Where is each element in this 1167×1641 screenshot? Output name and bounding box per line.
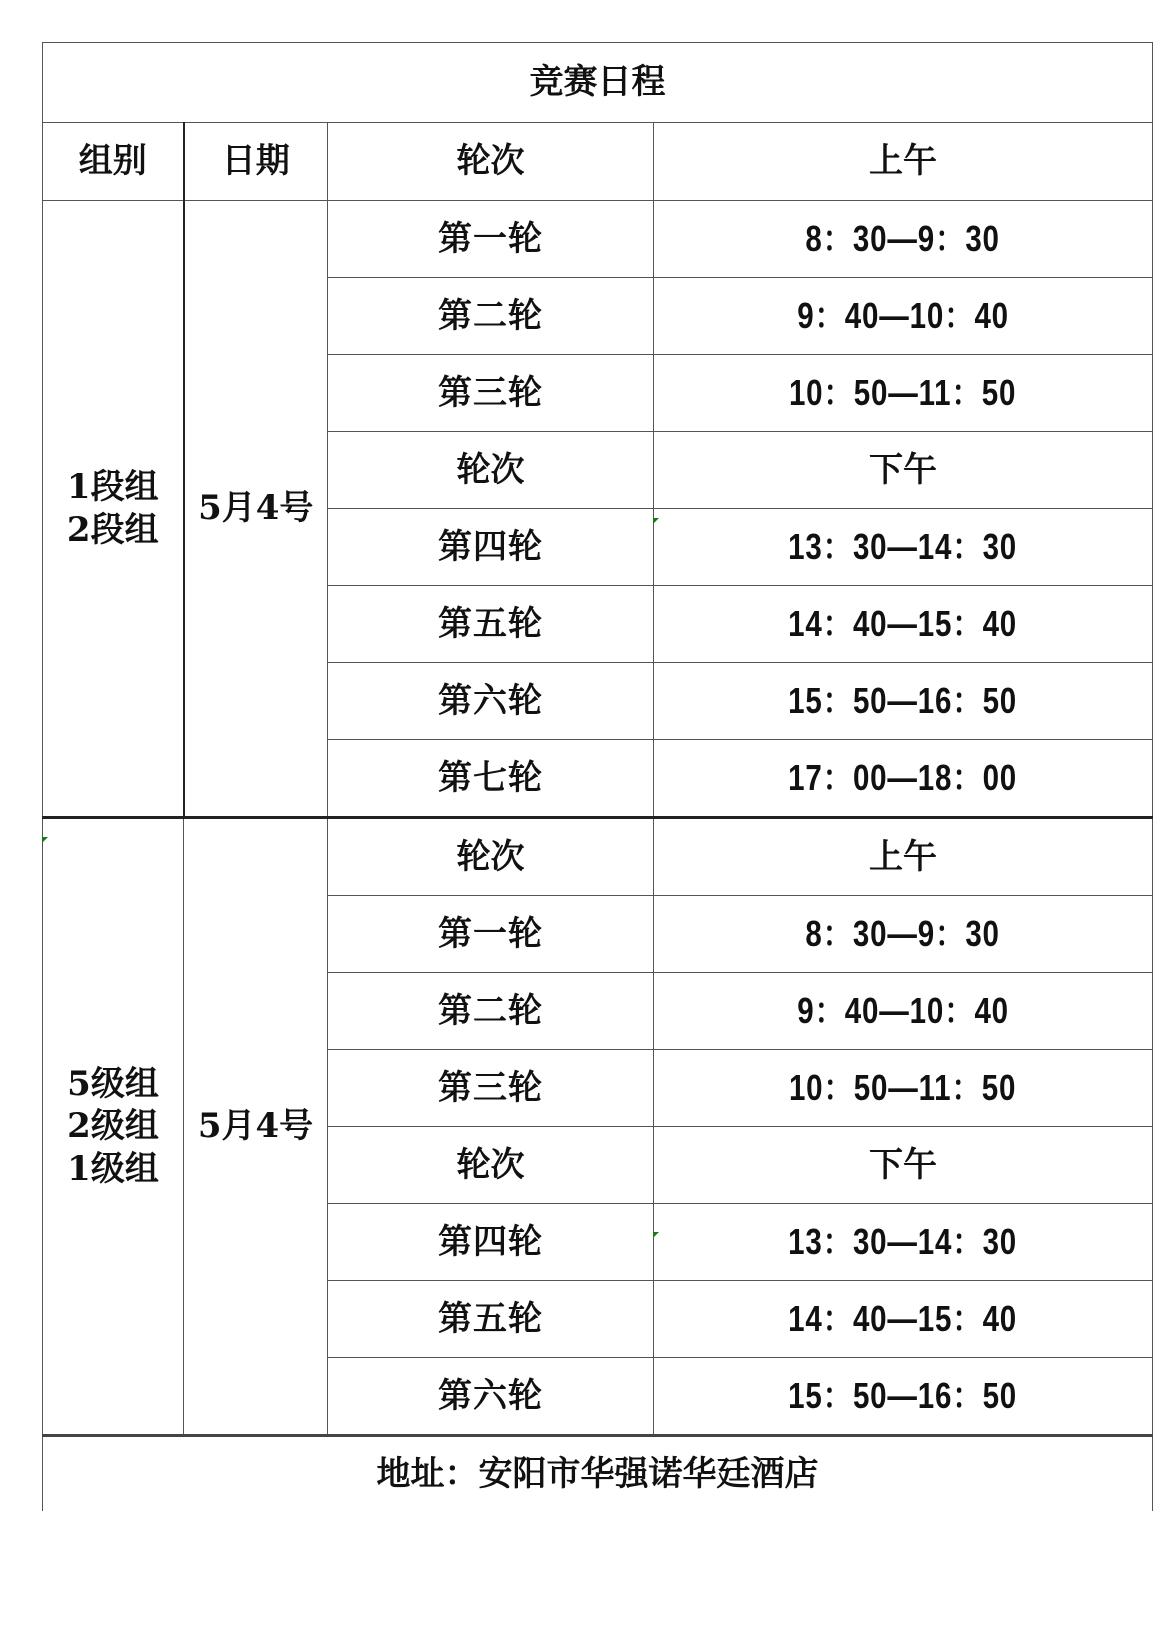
- table-row: [43, 201, 1153, 278]
- subheader-round: 轮次: [328, 1127, 654, 1204]
- time-cell: [654, 278, 1153, 355]
- time-text: 8：30—9：30: [805, 913, 1001, 955]
- time-cell: [654, 1358, 1153, 1436]
- time-cell: [654, 1281, 1153, 1358]
- address-text: 地址：安阳市华强诺华廷酒店: [43, 1436, 1153, 1512]
- header-group: 组别: [43, 123, 184, 201]
- round-cell: 第三轮: [328, 1050, 654, 1127]
- date-cell: 5月4号: [184, 818, 328, 1436]
- address-row: [43, 1436, 1153, 1512]
- round-cell: 第四轮: [328, 509, 654, 586]
- time-text: 13：30—14：30: [788, 526, 1018, 568]
- schedule-sheet: [42, 42, 1152, 1511]
- time-text: 17：00—18：00: [788, 757, 1018, 799]
- schedule-table: [42, 42, 1153, 1511]
- round-cell: 第二轮: [328, 973, 654, 1050]
- cell-marker-icon: [653, 518, 659, 524]
- round-cell: 第四轮: [328, 1204, 654, 1281]
- round-cell: 第六轮: [328, 1358, 654, 1436]
- time-text: 13：30—14：30: [788, 1221, 1018, 1263]
- cell-marker-icon: [42, 837, 48, 843]
- time-cell: [654, 1050, 1153, 1127]
- header-period: 上午: [654, 123, 1153, 201]
- group-label: 1级组: [67, 1148, 159, 1189]
- time-cell: [654, 896, 1153, 973]
- group-label: 5级组: [67, 1063, 159, 1104]
- time-text: 8：30—9：30: [805, 218, 1001, 260]
- time-cell: [654, 355, 1153, 432]
- round-cell: 第三轮: [328, 355, 654, 432]
- date-cell: 5月4号: [184, 201, 328, 818]
- subheader-period: 下午: [654, 1127, 1153, 1204]
- cell-marker-icon: [653, 1232, 659, 1238]
- round-cell: 第七轮: [328, 740, 654, 818]
- round-cell: 第五轮: [328, 1281, 654, 1358]
- group-label: 2级组: [67, 1106, 159, 1147]
- time-cell: [654, 973, 1153, 1050]
- time-text: 10：50—11：50: [789, 1067, 1017, 1109]
- header-row: [43, 123, 1153, 201]
- subheader-period: 下午: [654, 432, 1153, 509]
- subheader-round: 轮次: [328, 432, 654, 509]
- time-cell: [654, 509, 1153, 586]
- subheader-row: [43, 818, 1153, 896]
- time-cell: [654, 586, 1153, 663]
- time-text: 9：40—10：40: [797, 295, 1009, 337]
- round-cell: 第一轮: [328, 896, 654, 973]
- time-text: 14：40—15：40: [788, 1298, 1018, 1340]
- time-cell: [654, 740, 1153, 818]
- subheader-round: 轮次: [328, 818, 654, 896]
- group-cell: [43, 818, 184, 1436]
- round-cell: 第六轮: [328, 663, 654, 740]
- header-date: 日期: [184, 123, 328, 201]
- subheader-period: 上午: [654, 818, 1153, 896]
- time-cell: [654, 663, 1153, 740]
- time-text: 9：40—10：40: [797, 990, 1009, 1032]
- time-cell: [654, 1204, 1153, 1281]
- time-text: 10：50—11：50: [789, 372, 1017, 414]
- round-cell: 第五轮: [328, 586, 654, 663]
- time-text: 14：40—15：40: [788, 603, 1018, 645]
- group-label: 2段组: [66, 509, 159, 550]
- round-cell: 第二轮: [328, 278, 654, 355]
- title-row: [43, 43, 1153, 123]
- group-label: 1段组: [66, 467, 159, 507]
- header-round: 轮次: [328, 123, 654, 201]
- time-text: 15：50—16：50: [788, 680, 1018, 722]
- group-cell: [43, 201, 184, 818]
- round-cell: 第一轮: [328, 201, 654, 278]
- time-text: 15：50—16：50: [788, 1375, 1018, 1417]
- time-cell: [654, 201, 1153, 278]
- table-title: 竞赛日程: [43, 43, 1153, 123]
